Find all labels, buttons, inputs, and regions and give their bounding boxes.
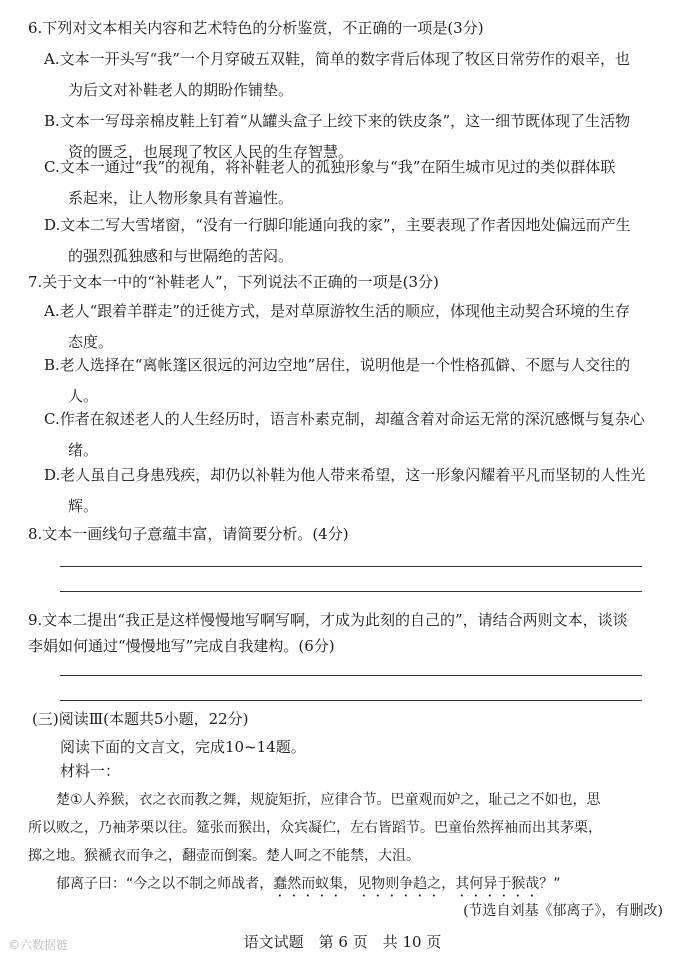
q9-answer-line-1[interactable] <box>60 675 642 676</box>
q6-option-b-line1: B.文本一写母亲棉皮鞋上钉着“从罐头盒子上绞下来的铁皮条”，这一细节既体现了生活物 <box>44 112 631 130</box>
section-3-intro: 阅读下面的文言文，完成10~14题。 <box>60 738 306 756</box>
q6-option-a-line1: A.文本一开头写“我”一个月穿破五双鞋，简单的数字背后体现了牧区日常劳作的艰辛，也 <box>44 50 630 68</box>
yulizi-quote-suffix: ” <box>553 876 561 892</box>
classical-passage-line-2: 所以败之，乃袖茅栗以往。筵张而猴出，众宾凝伫，左右皆蹈节。巴童佁然挥袖而出其茅栗， <box>28 820 602 836</box>
q7-option-a[interactable] <box>44 296 662 358</box>
q6-option-d-line2: 的强烈孤独感和与世隔绝的苦闷。 <box>68 247 294 265</box>
q6-option-d-line1: D.文本二写大雪堵窗，“没有一行脚印能通向我的家”，主要表现了作者因地处偏远而产生 <box>44 216 631 234</box>
q9-answer-line-2[interactable] <box>60 700 642 701</box>
q6-stem: 6.下列对文本相关内容和艺术特色的分析鉴赏，不正确的一项是(3分) <box>28 19 484 37</box>
q8-answer-line-2[interactable] <box>60 591 642 592</box>
q6-option-c-line2: 系起来，让人物形象具有普遍性。 <box>68 189 294 207</box>
q7-option-a-line2: 态度。 <box>68 333 114 351</box>
q8-answer-line-1[interactable] <box>60 566 642 567</box>
q7-option-d[interactable] <box>44 460 662 522</box>
q6-option-d[interactable] <box>44 210 662 272</box>
section-3-title: (三)阅读Ⅲ(本题共5小题，22分) <box>32 710 249 728</box>
q7-option-a-line1: A.老人“跟着羊群走”的迁徙方式，是对草原游牧生活的顺应，体现他主动契合环境的生存 <box>44 302 630 320</box>
classical-passage-line-1: 楚①人养猴，衣之衣而教之舞，规旋矩折，应律合节。巴童观而妒之，耻己之不如也，思 <box>56 792 601 808</box>
classical-passage-line-3: 掷之地。猴褫衣而争之，翻壶而倒案。楚人呵之不能禁，大沮。 <box>28 848 420 864</box>
q7-option-d-line1: D.老人虽自己身患残疾，却仍以补鞋为他人带来希望，这一形象闪耀着平凡而坚韧的人性光 <box>44 466 646 484</box>
watermark-logo: ©六数据链 <box>8 938 69 952</box>
q9-stem-line2: 李娟如何通过“慢慢地写”完成自我建构。(6分) <box>28 637 335 655</box>
q7-option-d-line2: 辉。 <box>68 497 99 515</box>
q7-option-b-line1: B.老人选择在“离帐篷区很远的河边空地”居住，说明他是一个性格孤僻、不愿与人交往的 <box>44 356 631 374</box>
q6-option-a-line2: 为后文对补鞋老人的期盼作铺垫。 <box>68 81 294 99</box>
q9-stem-line1: 9.文本二提出“我正是这样慢慢地写啊写啊，才成为此刻的自己的”，请结合两则文本，谈谈 <box>28 611 628 629</box>
page-footer: 语文试题 第 6 页 共 10 页 <box>243 933 442 951</box>
passage-source: (节选自刘基《郁离子》，有删改) <box>463 903 663 919</box>
q7-option-c-line1: C.作者在叙述老人的人生经历时，语言朴素克制，却蕴含着对命运无常的深沉感慨与复杂心 <box>44 410 645 428</box>
q6-option-b-line2: 资的匮乏，也展现了牧区人民的生存智慧。 <box>68 143 354 161</box>
q7-option-c[interactable] <box>44 404 662 466</box>
q7-option-b[interactable] <box>44 350 662 412</box>
q7-option-c-line2: 绪。 <box>68 441 99 459</box>
material-1-label: 材料一： <box>60 762 121 780</box>
yulizi-quote-emphasis: 蠢然而蚁集，见物则争趋之，其何异于猴哉？ <box>273 876 554 892</box>
q6-option-a[interactable] <box>44 44 662 106</box>
q6-option-c-line1: C.文本一通过“我”的视角，将补鞋老人的孤独形象与“我”在陌生城市见过的类似群体联 <box>44 158 616 176</box>
q7-option-b-line2: 人。 <box>68 387 99 405</box>
q6-option-c[interactable] <box>44 152 662 214</box>
q7-stem: 7.关于文本一中的“补鞋老人”，下列说法不正确的一项是(3分) <box>28 273 439 291</box>
q8-stem: 8.文本一画线句子意蕴丰富，请简要分析。(4分) <box>28 525 349 543</box>
yulizi-quote-prefix: 郁离子曰：“今之以不制之师战者， <box>56 876 274 892</box>
yulizi-quote <box>56 870 685 900</box>
